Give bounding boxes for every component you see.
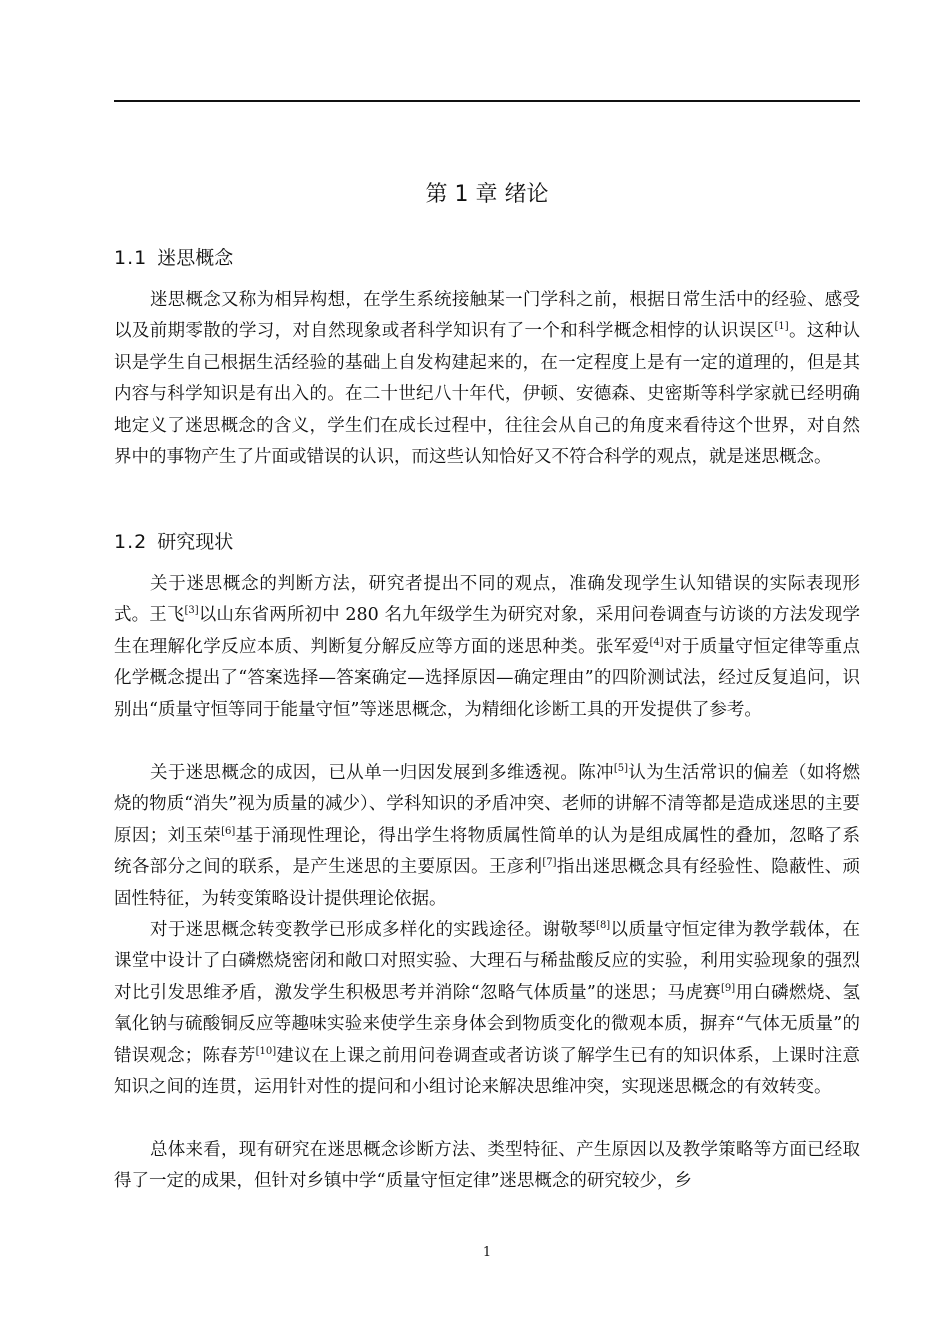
section-title: 迷思概念 <box>157 247 234 269</box>
section-number: 1.1 <box>114 247 148 269</box>
page-number: 1 <box>482 1245 492 1260</box>
chapter-title: 第 1 章 绪论 <box>425 182 549 207</box>
citation-ref: [7] <box>542 857 557 869</box>
paragraph-text: 关于迷思概念的判断方法，研究者提出不同的观点，准确发现学生认知错误的实际表现形式。王飞 <box>114 574 860 626</box>
paragraph-text: 指出迷思概念具有经验性、隐蔽性、顽固性特征，为转变策略设计提供理论依据。 <box>114 857 861 909</box>
paragraph-summary <box>114 1135 860 1198</box>
paragraph-definition <box>114 285 860 473</box>
paragraph-teaching-strategies <box>114 915 860 1103</box>
paragraph-text: 基于涌现性理论，得出学生将物质属性简单的认为是组成属性的叠加，忽略了系统各部分之间的联系，是产生迷思的主要原因。王彦利 <box>114 825 861 878</box>
paragraph-diagnosis-methods <box>114 569 860 726</box>
paragraph-text: 对于质量守恒定律等重点化学概念提出了“答案选择—答案确定—选择原因—确定理由”的四阶测试法，经过反复追问，识别出“质量守恒等同于能量守恒”等迷思概念，为精细化诊断工具的开发提供了参考。 <box>114 636 860 720</box>
paragraph-causes <box>114 758 860 915</box>
citation-ref: [5] <box>613 763 629 774</box>
section-heading-1-1 <box>114 243 860 273</box>
paragraph-text: 。这种认识是学生自己根据生活经验的基础上自发构建起来的，在一定程度上是有一定的道理的，但是其内容与科学知识是有出入的。在二十世纪八十年代，伊顿、安德森、史密斯等科学家就已经明确地定义了迷思概念的含义，学生们在成长过程中，往往会从自己的角度来看待这个世界，对自然界中的事物产生了片面或错误的认识，而这些认知恰好又不符合科学的观点，就是迷思概念。 <box>114 321 861 468</box>
header-rule <box>114 100 860 102</box>
citation-ref: [9] <box>721 982 736 994</box>
citation-ref: [6] <box>221 825 236 837</box>
section-title: 研究现状 <box>157 531 234 553</box>
citation-ref: [10] <box>255 1045 277 1057</box>
paragraph-text: 总体来看，现有研究在迷思概念诊断方法、类型特征、产生原因以及教学策略等方面已经取得了一定的成果，但针对乡镇中学“质量守恒定律”迷思概念的研究较少，乡 <box>114 1140 860 1192</box>
citation-ref: [4] <box>649 636 664 648</box>
paragraph-text: 建议在上课之前用问卷调查或者访谈了解学生已有的知识体系，上课时注意知识之间的连贯，运用针对性的提问和小组讨论来解决思维冲突，实现迷思概念的有效转变。 <box>114 1045 861 1098</box>
paragraph-text: 对于迷思概念转变教学已形成多样化的实践途径。谢敬琴 <box>150 920 597 940</box>
paragraph-text: 用白磷燃烧、氢氧化钠与硫酸铜反应等趣味实验来使学生亲身体会到物质变化的微观本质，摒弃“气体无质量”的错误观念；陈春芳 <box>114 982 861 1066</box>
citation-ref: [3] <box>184 605 199 617</box>
paragraph-text: 迷思概念又称为相异构想，在学生系统接触某一门学科之前，根据日常生活中的经验、感受以及前期零散的学习，对自然现象或者科学知识有了一个和科学概念相悖的认识误区 <box>114 290 860 342</box>
citation-ref: [8] <box>596 920 611 931</box>
section-heading-1-2 <box>114 527 860 557</box>
paragraph-text: 认为生活常识的偏差（如将燃烧的物质“消失”视为质量的减少）、学科知识的矛盾冲突、老师的讲解不清等都是造成迷思的主要原因；刘玉荣 <box>114 763 861 846</box>
citation-ref: [1] <box>774 321 789 333</box>
section-number: 1.2 <box>114 531 148 553</box>
paragraph-text: 关于迷思概念的成因，已从单一归因发展到多维透视。陈冲 <box>150 763 614 783</box>
paragraph-text: 以山东省两所初中 280 名九年级学生为研究对象，采用问卷调查与访谈的方法发现学生在理解化学反应本质、判断复分解反应等方面的迷思种类。张军爱 <box>114 605 860 657</box>
paragraph-text: 以质量守恒定律为教学载体，在课堂中设计了白磷燃烧密闭和敞口对照实验、大理石与稀盐酸反应的实验，利用实验现象的强烈对比引发思维矛盾，激发学生积极思考并消除“忽略气体质量”的迷思；马虎赛 <box>114 920 861 1003</box>
